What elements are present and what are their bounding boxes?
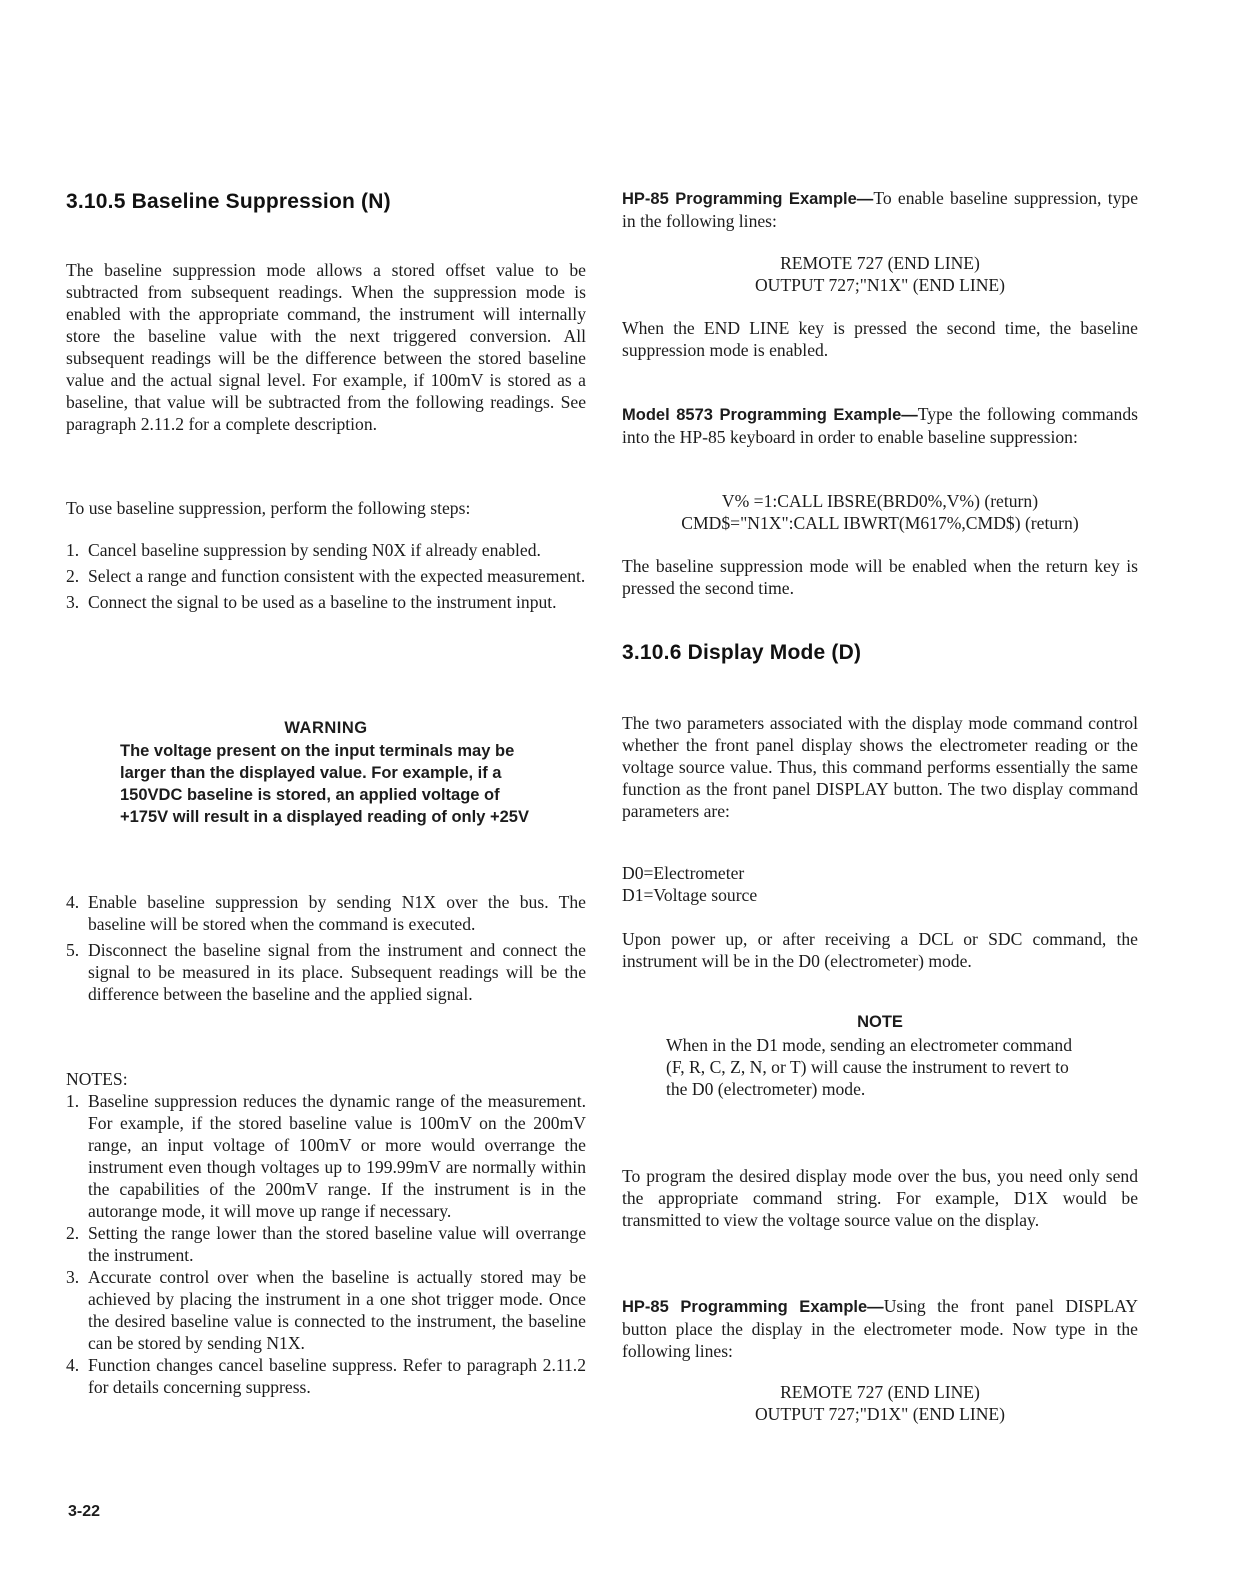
notes-list (66, 1090, 586, 1398)
hp85-example-2-label: HP-85 Programming Example— (622, 1298, 884, 1316)
param-line: D0=Electrometer (622, 863, 745, 883)
list-item-number: 3. (66, 1267, 80, 1287)
list-item-text: Accurate control over when the baseline is actually stored may be achieved by placing the instrument in a one shot trigger mode. Once the desired baseline value is connected to the instrument, the baseline can be stored by sending N1X. (88, 1267, 586, 1353)
list-item (66, 591, 586, 613)
list-item (66, 891, 586, 935)
list-item-number: 2. (66, 1223, 80, 1243)
list-item-text: Cancel baseline suppression by sending N0X if already enabled. (88, 540, 541, 560)
code-line: REMOTE 727 (END LINE) (780, 253, 980, 273)
note-box (622, 1013, 1138, 1100)
code-line: OUTPUT 727;"D1X" (END LINE) (754, 1404, 1006, 1424)
hp85-example-1-text: To enable baseline suppression, type in the following lines: (622, 188, 1139, 231)
list-item (66, 1222, 586, 1266)
model8573-code (622, 490, 1138, 534)
warning-box (66, 719, 586, 828)
list-item-text: Function changes cancel baseline suppress. Refer to paragraph 2.11.2 for details concerning suppress. (88, 1355, 586, 1397)
list-item-text: Setting the range lower than the stored baseline value will overrange the instrument. (88, 1223, 586, 1265)
hp85-example-2-text: Using the front panel DISPLAY button place the display in the electrometer mode. Now type in the following lines: (622, 1296, 1138, 1361)
hp85-example-1-after: When the END LINE key is pressed the second time, the baseline suppression mode is enabled. (622, 318, 1138, 360)
steps-intro: To use baseline suppression, perform the following steps: (66, 498, 471, 518)
model8573-label: Model 8573 Programming Example— (622, 406, 918, 424)
list-item (66, 939, 586, 1005)
note-title: NOTE (857, 1013, 903, 1031)
hp85-example-1 (622, 187, 1138, 232)
param-line: D1=Voltage source (622, 885, 758, 905)
notes-title: NOTES: (66, 1069, 128, 1089)
model8573-after: The baseline suppression mode will be enabled when the return key is pressed the second time. (622, 556, 1138, 598)
list-item-text: Disconnect the baseline signal from the instrument and connect the signal to be measured in its place. Subsequent readings will be the difference between the baseline and the applied signal. (88, 940, 586, 1004)
program-paragraph: To program the desired display mode over the bus, you need only send the appropriate command string. For example, D1X would be transmitted to view the voltage source value on the display. (622, 1166, 1138, 1230)
list-item-text: Connect the signal to be used as a baseline to the instrument input. (88, 592, 557, 612)
list-item (66, 1354, 586, 1398)
baseline-intro-paragraph: The baseline suppression mode allows a stored offset value to be subtracted from subsequent readings. When the suppression mode is enabled with the appropriate command, the instrument will internally store the baseline value with the next triggered conversion. All subsequent readings will be the difference between the stored baseline value and the actual signal level. For example, if 100mV is stored as a baseline, that value will be subtracted from the following readings. See paragraph 2.11.2 for a complete description. (66, 260, 586, 434)
list-item-text: Select a range and function consistent with the expected measurement. (88, 566, 586, 586)
list-item (66, 1090, 586, 1222)
powerup-paragraph: Upon power up, or after receiving a DCL or SDC command, the instrument will be in the D0 (electrometer) mode. (622, 929, 1138, 971)
code-line: V% =1:CALL IBSRE(BRD0%,V%) (return) (721, 491, 1039, 511)
code-line: CMD$="N1X":CALL IBWRT(M617%,CMD$) (return) (681, 513, 1079, 533)
model8573-text: Type the following commands into the HP-85 keyboard in order to enable baseline suppression: (622, 404, 1138, 447)
note-text: When in the D1 mode, sending an electrometer command (F, R, C, Z, N, or T) will cause the instrument to revert to the D0 (electrometer) mode. (666, 1035, 1072, 1099)
page-number: 3-22 (68, 1503, 101, 1520)
list-item (66, 565, 586, 587)
list-item-number: 4. (66, 892, 80, 912)
list-item-number: 4. (66, 1355, 80, 1375)
warning-title: WARNING (284, 719, 368, 737)
code-line: OUTPUT 727;"N1X" (END LINE) (754, 275, 1006, 295)
list-item (66, 539, 586, 561)
steps-list-b (66, 891, 586, 1009)
list-item-number: 1. (66, 540, 80, 560)
list-item-number: 5. (66, 940, 80, 960)
display-intro-paragraph: The two parameters associated with the display mode command control whether the front panel display shows the electrometer reading or the voltage source value. Thus, this command performs essentially the same function as the front panel DISPLAY button. The two display command parameters are: (622, 713, 1138, 821)
section-heading-display: 3.10.6 Display Mode (D) (622, 641, 862, 664)
hp85-example-2-code (622, 1381, 1138, 1425)
warning-text: The voltage present on the input terminals may be larger than the displayed value. For example, if a 150VDC baseline is stored, an applied voltage of +175V will result in a displayed reading of only +25V (120, 742, 529, 826)
hp85-example-1-label: HP-85 Programming Example— (622, 190, 874, 208)
section-heading-baseline: 3.10.5 Baseline Suppression (N) (66, 190, 391, 213)
list-item-number: 2. (66, 566, 80, 586)
hp85-example-2 (622, 1295, 1138, 1362)
list-item-text: Baseline suppression reduces the dynamic range of the measurement. For example, if the stored baseline value is 100mV on the 200mV range, an input voltage of 100mV or more would overrange the instrument even though voltages up to 199.99mV are normally within the capabilities of the 200mV range. If the instrument is in the autorange mode, it will move up range if necessary. (88, 1091, 586, 1221)
display-params (622, 862, 1138, 906)
model8573-example (622, 403, 1138, 448)
hp85-example-1-code (622, 252, 1138, 296)
list-item-number: 1. (66, 1091, 80, 1111)
list-item (66, 1266, 586, 1354)
list-item-text: Enable baseline suppression by sending N1X over the bus. The baseline will be stored when the command is executed. (88, 892, 586, 934)
list-item-number: 3. (66, 592, 80, 612)
steps-list-a (66, 539, 586, 617)
code-line: REMOTE 727 (END LINE) (780, 1382, 980, 1402)
